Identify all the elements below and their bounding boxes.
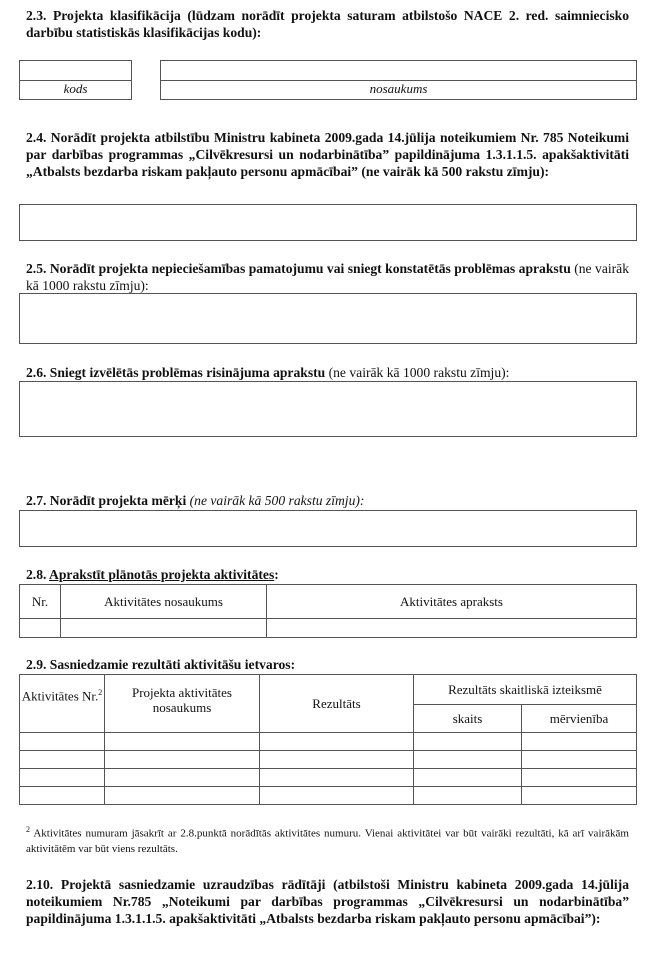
- code-label: kods: [63, 81, 88, 96]
- cell-input[interactable]: [105, 769, 260, 787]
- col-header-activity-name: Aktivitātes nosaukums: [61, 585, 267, 619]
- activities-table: [19, 584, 637, 638]
- section-2-8-heading: [26, 566, 629, 583]
- col-header-activity-description: Aktivitātes apraksts: [267, 585, 637, 619]
- table-row: [20, 733, 637, 751]
- col-header-activity-nr: [20, 675, 105, 733]
- cell-input[interactable]: [414, 769, 522, 787]
- cell-input[interactable]: [522, 751, 637, 769]
- section-title: Projekta klasifikācija (lūdzam norādīt projekta saturam atbilstošo NACE 2. red. saimniecisko darbību statistiskās klasifikācijas kodu):: [26, 8, 629, 40]
- nace-name-input[interactable]: [160, 60, 637, 81]
- cell-input[interactable]: [20, 769, 105, 787]
- cell-input[interactable]: [260, 769, 414, 787]
- section-title: Norādīt projekta mērķi: [49, 493, 187, 508]
- section-2-6-heading: [26, 364, 629, 381]
- col-header-activity-name-text: Projekta aktivitātes nosaukums: [131, 685, 232, 715]
- col-header-nr: Nr.: [20, 585, 61, 619]
- section-colon: :: [274, 567, 279, 582]
- cell-input[interactable]: [20, 733, 105, 751]
- goal-textarea[interactable]: [19, 510, 637, 547]
- cell-input[interactable]: [20, 751, 105, 769]
- cell-input[interactable]: [522, 733, 637, 751]
- section-note: (ne vairāk kā 500 rakstu zīmju):: [189, 493, 365, 508]
- section-note: (ne vairāk kā 500 rakstu zīmju):: [361, 164, 550, 179]
- col-header-activity-name: [105, 675, 260, 733]
- cell-input[interactable]: [61, 619, 267, 638]
- nace-code-input[interactable]: [19, 60, 132, 81]
- section-note: (ne vairāk kā 1000 rakstu zīmju):: [328, 365, 510, 380]
- cell-input[interactable]: [20, 787, 105, 805]
- cell-input[interactable]: [260, 733, 414, 751]
- compliance-textarea[interactable]: [19, 204, 637, 241]
- cell-input[interactable]: [260, 787, 414, 805]
- cell-input[interactable]: [414, 733, 522, 751]
- cell-input[interactable]: [20, 619, 61, 638]
- section-number: 2.7.: [26, 493, 47, 508]
- section-2-9-heading: [26, 656, 629, 673]
- footnote: [26, 822, 629, 857]
- name-label-cell: [160, 81, 637, 100]
- cell-input[interactable]: [522, 769, 637, 787]
- section-2-5-heading: [26, 260, 629, 294]
- col-header-count: skaits: [414, 705, 522, 733]
- table-row: [20, 619, 637, 638]
- section-2-10-heading: [26, 876, 629, 927]
- footnote-text: Aktivitātes numuram jāsakrīt ar 2.8.punktā norādītās aktivitātes numuru. Vienai aktivitātei var būt vairāki rezultāti, kā arī vairākām aktivitātēm var būt viens rezultāts.: [26, 827, 629, 855]
- section-2-4-heading: [26, 129, 629, 180]
- section-number: 2.8.: [26, 567, 47, 582]
- section-number: 2.3.: [26, 8, 47, 23]
- table-header-row: [20, 585, 637, 619]
- section-title: Norādīt projekta atbilstību Ministru kabineta 2009.gada 14.jūlija noteikumiem Nr. 785 Noteikumi par darbības programmas „Cilvēkresursi un nodarbinātība” papildinājuma 1.3.1.1.5. apakšaktivitāti „Atbalsts bezdarba riskam pakļauto personu apmācībai”: [26, 130, 629, 179]
- cell-input[interactable]: [105, 787, 260, 805]
- cell-input[interactable]: [105, 751, 260, 769]
- col-header-activity-nr-text: Aktivitātes Nr.: [21, 688, 99, 704]
- cell-input[interactable]: [414, 751, 522, 769]
- section-title: Sasniedzamie rezultāti aktivitāšu ietvaros:: [49, 657, 296, 672]
- cell-input[interactable]: [105, 733, 260, 751]
- cell-input[interactable]: [414, 787, 522, 805]
- section-title: Norādīt projekta nepieciešamības pamatojumu vai sniegt konstatētās problēmas aprakstu: [49, 261, 571, 276]
- code-label-cell: [19, 81, 132, 100]
- table-header-row: [20, 675, 637, 705]
- col-header-result: Rezultāts: [260, 675, 414, 733]
- section-number: 2.9.: [26, 657, 47, 672]
- name-label: nosaukums: [369, 81, 428, 96]
- section-2-3-heading: [26, 7, 629, 41]
- section-number: 2.10.: [26, 877, 54, 892]
- section-title: Sniegt izvēlētās problēmas risinājuma aprakstu: [49, 365, 326, 380]
- section-title: Projektā sasniedzamie uzraudzības rādītāji (atbilstoši Ministru kabineta 2009.gada 14.jūlija noteikumiem Nr.785 „Noteikumi par darbības programmas „Cilvēkresursi un nodarbinātība” papildinājuma 1.3.1.1.5. apakšaktivitāti „Atbalsts bezdarba riskam pakļauto personu apmācībai”):: [26, 877, 629, 926]
- section-number: 2.4.: [26, 130, 47, 145]
- col-header-numeric-result: Rezultāts skaitliskā izteiksmē: [414, 675, 637, 705]
- cell-input[interactable]: [522, 787, 637, 805]
- results-table: [19, 674, 637, 805]
- section-title: Aprakstīt plānotās projekta aktivitātes: [49, 567, 275, 582]
- cell-input[interactable]: [267, 619, 637, 638]
- section-number: 2.6.: [26, 365, 47, 380]
- justification-textarea[interactable]: [19, 293, 637, 344]
- table-row: [20, 787, 637, 805]
- table-row: [20, 751, 637, 769]
- table-row: [20, 769, 637, 787]
- section-2-7-heading: [26, 492, 629, 509]
- col-header-unit: mērvienība: [522, 705, 637, 733]
- footnote-ref: 2: [98, 688, 103, 697]
- cell-input[interactable]: [260, 751, 414, 769]
- footnote-mark: 2: [26, 825, 30, 834]
- section-note: (ne vairāk kā 1000 rakstu zīmju):: [26, 261, 629, 293]
- solution-textarea[interactable]: [19, 381, 637, 437]
- section-number: 2.5.: [26, 261, 47, 276]
